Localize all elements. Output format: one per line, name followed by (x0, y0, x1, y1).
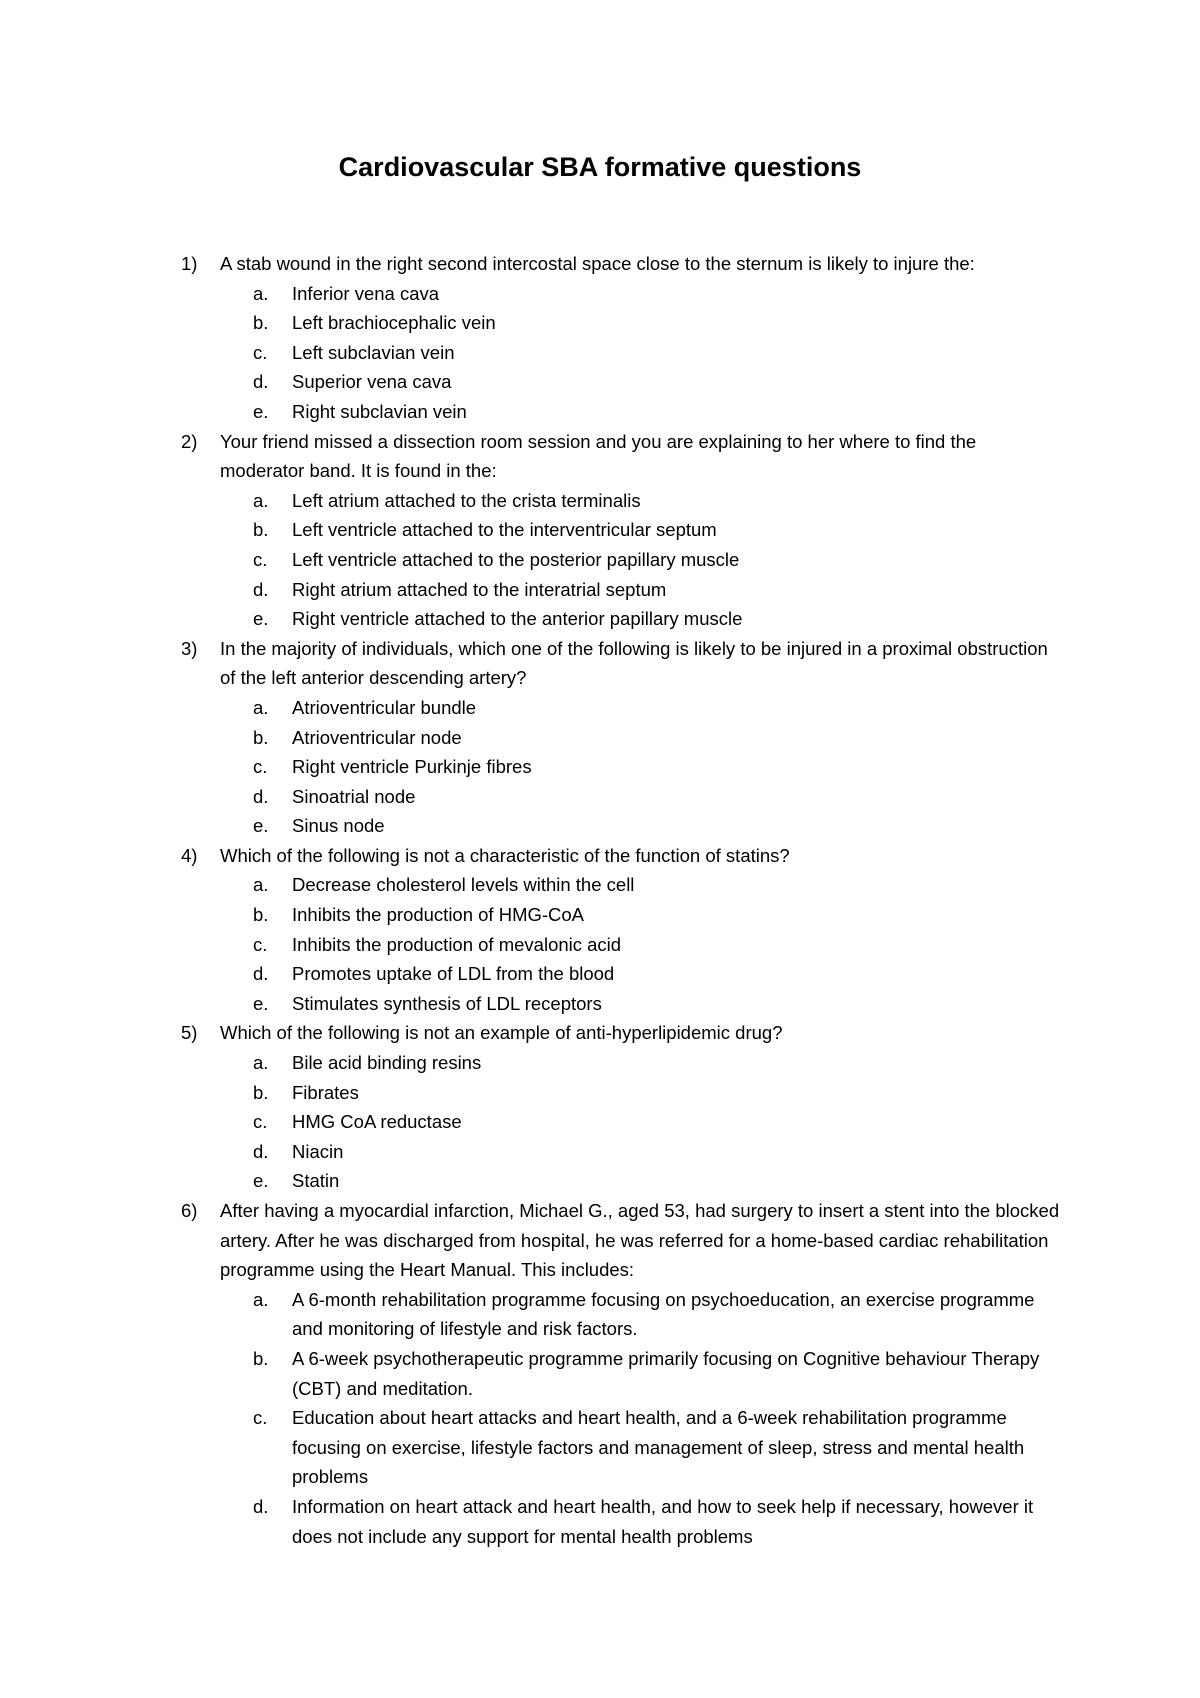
option-letter: e. (253, 608, 269, 630)
option-item (253, 486, 1061, 516)
option-item (253, 723, 1061, 753)
option-list (253, 279, 1061, 427)
option-letter: c. (253, 341, 268, 363)
option-text: A 6-week psychotherapeutic programme primarily focusing on Cognitive behaviour Therapy (CBT) and meditation. (292, 1347, 1040, 1399)
option-item (253, 279, 1061, 309)
option-letter: a. (253, 696, 269, 718)
option-list (253, 1285, 1061, 1551)
option-letter: e. (253, 815, 269, 837)
option-text: Left brachiocephalic vein (292, 312, 496, 334)
option-text: Fibrates (292, 1081, 359, 1103)
option-list (253, 1048, 1061, 1196)
question-list (181, 249, 1061, 1551)
option-letter: c. (253, 548, 268, 570)
question-number: 6) (181, 1200, 198, 1221)
option-text: Niacin (292, 1140, 344, 1162)
option-list (253, 486, 1061, 634)
option-item (253, 1166, 1061, 1196)
question-number: 2) (181, 430, 198, 452)
option-item (253, 900, 1061, 930)
option-text: A 6-month rehabilitation programme focusing on psychoeducation, an exercise programme and monitoring of lifestyle and risk factors. (292, 1288, 1035, 1340)
option-text: Inferior vena cava (292, 282, 440, 304)
option-letter: b. (253, 1347, 269, 1369)
option-letter: d. (253, 578, 269, 600)
option-letter: e. (253, 1170, 269, 1192)
option-item (253, 545, 1061, 575)
option-item (253, 870, 1061, 900)
option-letter: c. (253, 756, 268, 778)
option-text: Right subclavian vein (292, 400, 467, 422)
option-text: Right ventricle attached to the anterior papillary muscle (292, 608, 743, 630)
option-item (253, 930, 1061, 960)
option-letter: a. (253, 489, 269, 511)
question-item (181, 249, 1061, 427)
option-letter: d. (253, 785, 269, 807)
option-item (253, 1107, 1061, 1137)
option-letter: d. (253, 1495, 269, 1517)
option-item (253, 338, 1061, 368)
option-text: Left atrium attached to the crista terminalis (292, 489, 641, 511)
question-number: 5) (181, 1022, 198, 1044)
question-item (181, 427, 1061, 634)
option-text: Superior vena cava (292, 371, 452, 393)
option-item (253, 1285, 1061, 1344)
option-letter: a. (253, 1288, 269, 1310)
option-text: Atrioventricular node (292, 726, 462, 748)
option-item (253, 1403, 1061, 1492)
option-text: Information on heart attack and heart health, and how to seek help if necessary, however it does not include any support for mental health problems (292, 1495, 1034, 1547)
option-item (253, 308, 1061, 338)
option-item (253, 693, 1061, 723)
option-letter: b. (253, 312, 269, 334)
option-letter: a. (253, 874, 269, 896)
option-item (253, 367, 1061, 397)
option-letter: d. (253, 963, 269, 985)
question-item (181, 634, 1061, 841)
document-title: Cardiovascular SBA formative questions (338, 152, 862, 182)
option-letter: b. (253, 1081, 269, 1103)
question-item (181, 841, 1061, 1019)
option-letter: c. (253, 933, 268, 955)
option-item (253, 515, 1061, 545)
option-letter: b. (253, 904, 269, 926)
question-stem: Which of the following is not a characteristic of the function of statins? (220, 844, 790, 866)
option-item (253, 752, 1061, 782)
option-text: Left subclavian vein (292, 341, 455, 363)
option-text: HMG CoA reductase (292, 1111, 462, 1133)
option-item (253, 782, 1061, 812)
option-text: Inhibits the production of mevalonic acid (292, 933, 622, 955)
question-number: 1) (181, 253, 198, 274)
option-text: Education about heart attacks and heart health, and a 6-week rehabilitation programme focusing on exercise, lifestyle factors and management of sleep, stress and mental health problems (292, 1407, 1025, 1488)
option-letter: b. (253, 726, 269, 748)
option-text: Bile acid binding resins (292, 1052, 482, 1074)
option-text: Sinoatrial node (292, 785, 416, 807)
option-text: Decrease cholesterol levels within the cell (292, 874, 635, 896)
option-item (253, 1078, 1061, 1108)
question-stem: A stab wound in the right second intercostal space close to the sternum is likely to injure the: (220, 253, 975, 274)
option-letter: c. (253, 1407, 268, 1429)
question-item (181, 1018, 1061, 1196)
option-text: Stimulates synthesis of LDL receptors (292, 992, 602, 1014)
option-text: Left ventricle attached to the interventricular septum (292, 519, 717, 541)
option-item (253, 604, 1061, 634)
option-item (253, 575, 1061, 605)
option-letter: e. (253, 400, 269, 422)
option-item (253, 1048, 1061, 1078)
option-item (253, 397, 1061, 427)
option-letter: d. (253, 1140, 269, 1162)
option-item (253, 1492, 1061, 1551)
option-letter: e. (253, 992, 269, 1014)
option-list (253, 693, 1061, 841)
option-text: Statin (292, 1170, 340, 1192)
option-text: Atrioventricular bundle (292, 696, 477, 718)
option-letter: c. (253, 1111, 268, 1133)
option-letter: a. (253, 282, 269, 304)
question-number: 3) (181, 637, 198, 659)
option-letter: d. (253, 371, 269, 393)
option-letter: a. (253, 1052, 269, 1074)
question-stem: After having a myocardial infarction, Michael G., aged 53, had surgery to insert a stent into the blocked artery. After he was discharged from hospital, he was referred for a home-based cardiac rehabilitation programme using the Heart Manual. This includes: (220, 1200, 1060, 1281)
option-text: Right atrium attached to the interatrial septum (292, 578, 667, 600)
option-item (253, 1137, 1061, 1167)
question-stem: Which of the following is not an example of anti-hyperlipidemic drug? (220, 1022, 783, 1044)
option-text: Right ventricle Purkinje fibres (292, 756, 532, 778)
question-stem: In the majority of individuals, which one of the following is likely to be injured in a proximal obstruction of the left anterior descending artery? (220, 637, 1048, 689)
option-letter: b. (253, 519, 269, 541)
question-item (181, 1196, 1061, 1551)
option-text: Inhibits the production of HMG-CoA (292, 904, 585, 926)
question-number: 4) (181, 844, 198, 866)
option-item (253, 989, 1061, 1019)
option-item (253, 1344, 1061, 1403)
question-stem: Your friend missed a dissection room session and you are explaining to her where to find the moderator band. It is found in the: (220, 430, 977, 482)
option-list (253, 870, 1061, 1018)
option-text: Sinus node (292, 815, 385, 837)
option-text: Left ventricle attached to the posterior papillary muscle (292, 548, 740, 570)
option-text: Promotes uptake of LDL from the blood (292, 963, 615, 985)
option-item (253, 811, 1061, 841)
option-item (253, 959, 1061, 989)
